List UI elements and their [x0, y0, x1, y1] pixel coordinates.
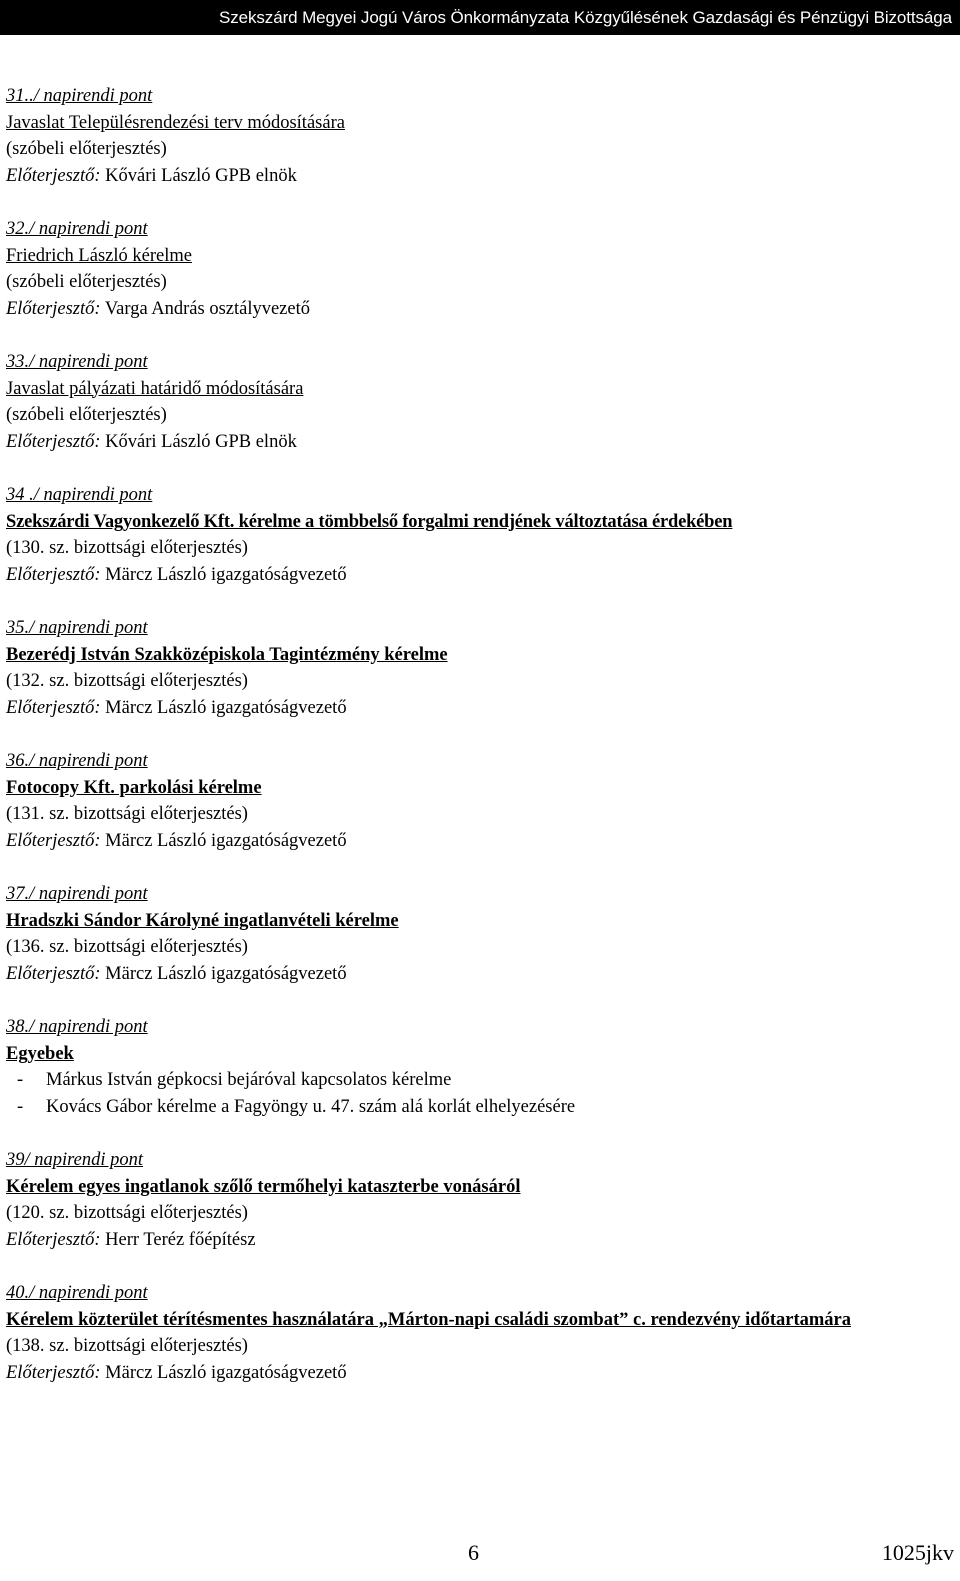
presenter-name: Märcz László igazgatóságvezető [105, 1362, 347, 1383]
presenter-name: Herr Teréz főépítész [105, 1229, 256, 1250]
agenda-title: Friedrich László kérelme [6, 245, 192, 266]
agenda-point-number: 34 ./ napirendi pont [6, 485, 153, 505]
agenda-item-33 [6, 349, 956, 455]
agenda-source: (130. sz. bizottsági előterjesztés) [6, 538, 248, 558]
agenda-presenter [6, 296, 956, 323]
list-item-text: Márkus István gépkocsi bejáróval kapcsolatos kérelme [46, 1070, 452, 1090]
document-code: 1025jkv [881, 1540, 954, 1565]
bullet-dash: - [17, 1070, 24, 1090]
agenda-point-number: 31../ napirendi pont [6, 86, 153, 106]
agenda-source: (132. sz. bizottsági előterjesztés) [6, 671, 248, 691]
agenda-source: (138. sz. bizottsági előterjesztés) [6, 1336, 248, 1356]
agenda-item-36 [6, 748, 956, 854]
presenter-name: Märcz László igazgatóságvezető [105, 830, 347, 851]
page-number: 6 [468, 1540, 479, 1565]
agenda-point-number: 40./ napirendi pont [6, 1283, 148, 1303]
presenter-name: Kővári László GPB elnök [105, 165, 297, 186]
presenter-name: Märcz László igazgatóságvezető [105, 697, 347, 718]
agenda-presenter [6, 695, 956, 722]
agenda-source: (szóbeli előterjesztés) [6, 139, 167, 159]
agenda-title: Javaslat pályázati határidő módosítására [6, 378, 304, 399]
agenda-source: (136. sz. bizottsági előterjesztés) [6, 937, 248, 957]
agenda-source: (szóbeli előterjesztés) [6, 272, 167, 292]
agenda-title: Hradszki Sándor Károlyné ingatlanvételi kérelme [6, 910, 399, 931]
agenda-title: Egyebek [6, 1043, 74, 1064]
agenda-point-number: 32./ napirendi pont [6, 219, 148, 239]
list-item [6, 1094, 956, 1121]
agenda-presenter [6, 961, 956, 988]
presenter-label: Előterjesztő: [6, 697, 101, 718]
agenda-item-40 [6, 1280, 956, 1386]
agenda-point-number: 36./ napirendi pont [6, 751, 148, 771]
presenter-label: Előterjesztő: [6, 165, 101, 186]
agenda-point-number: 37./ napirendi pont [6, 884, 148, 904]
presenter-name: Märcz László igazgatóságvezető [105, 963, 347, 984]
presenter-label: Előterjesztő: [6, 963, 101, 984]
presenter-name: Varga András osztályvezető [104, 298, 310, 319]
agenda-presenter [6, 429, 956, 456]
agenda-presenter [6, 1360, 956, 1387]
agenda-source: (131. sz. bizottsági előterjesztés) [6, 804, 248, 824]
presenter-label: Előterjesztő: [6, 830, 101, 851]
agenda-title: Kérelem egyes ingatlanok szőlő termőhelyi kataszterbe vonásáról [6, 1176, 521, 1197]
presenter-name: Kővári László GPB elnök [105, 431, 297, 452]
list-item [6, 1067, 956, 1094]
agenda-presenter [6, 1227, 956, 1254]
agenda-title: Fotocopy Kft. parkolási kérelme [6, 777, 262, 798]
agenda-title: Szekszárdi Vagyonkezelő Kft. kérelme a tömbbelső forgalmi rendjének változtatása érdekében [6, 511, 733, 532]
agenda-title: Kérelem közterület térítésmentes használatára „Márton-napi családi szombat” c. rendezvény időtartamára [6, 1309, 851, 1330]
agenda-presenter [6, 562, 956, 589]
bullet-dash: - [17, 1096, 24, 1117]
presenter-label: Előterjesztő: [6, 1362, 101, 1383]
agenda-list [6, 83, 956, 1413]
agenda-point-number: 33./ napirendi pont [6, 352, 148, 372]
agenda-point-number: 38./ napirendi pont [6, 1017, 148, 1037]
agenda-title: Bezerédj István Szakközépiskola Tagintézmény kérelme [6, 644, 448, 665]
presenter-label: Előterjesztő: [6, 564, 101, 585]
agenda-presenter [6, 828, 956, 855]
page-header: Szekszárd Megyei Jogú Város Önkormányzata Közgyűlésének Gazdasági és Pénzügyi Bizottsága [0, 0, 960, 35]
agenda-item-32 [6, 216, 956, 322]
agenda-point-number: 39/ napirendi pont [6, 1150, 144, 1170]
agenda-item-39 [6, 1147, 956, 1253]
presenter-label: Előterjesztő: [6, 298, 101, 319]
presenter-label: Előterjesztő: [6, 431, 101, 452]
agenda-item-31 [6, 83, 956, 189]
presenter-label: Előterjesztő: [6, 1229, 101, 1250]
agenda-item-34 [6, 482, 956, 588]
agenda-presenter [6, 163, 956, 190]
agenda-source: (120. sz. bizottsági előterjesztés) [6, 1203, 248, 1223]
agenda-point-number: 35./ napirendi pont [6, 618, 148, 638]
agenda-item-38 [6, 1014, 956, 1120]
agenda-source: (szóbeli előterjesztés) [6, 405, 167, 425]
presenter-name: Märcz László igazgatóságvezető [105, 564, 347, 585]
list-item-text: Kovács Gábor kérelme a Fagyöngy u. 47. szám alá korlát elhelyezésére [46, 1096, 576, 1117]
agenda-item-35 [6, 615, 956, 721]
agenda-title: Javaslat Településrendezési terv módosítására [6, 112, 345, 133]
agenda-item-37 [6, 881, 956, 987]
